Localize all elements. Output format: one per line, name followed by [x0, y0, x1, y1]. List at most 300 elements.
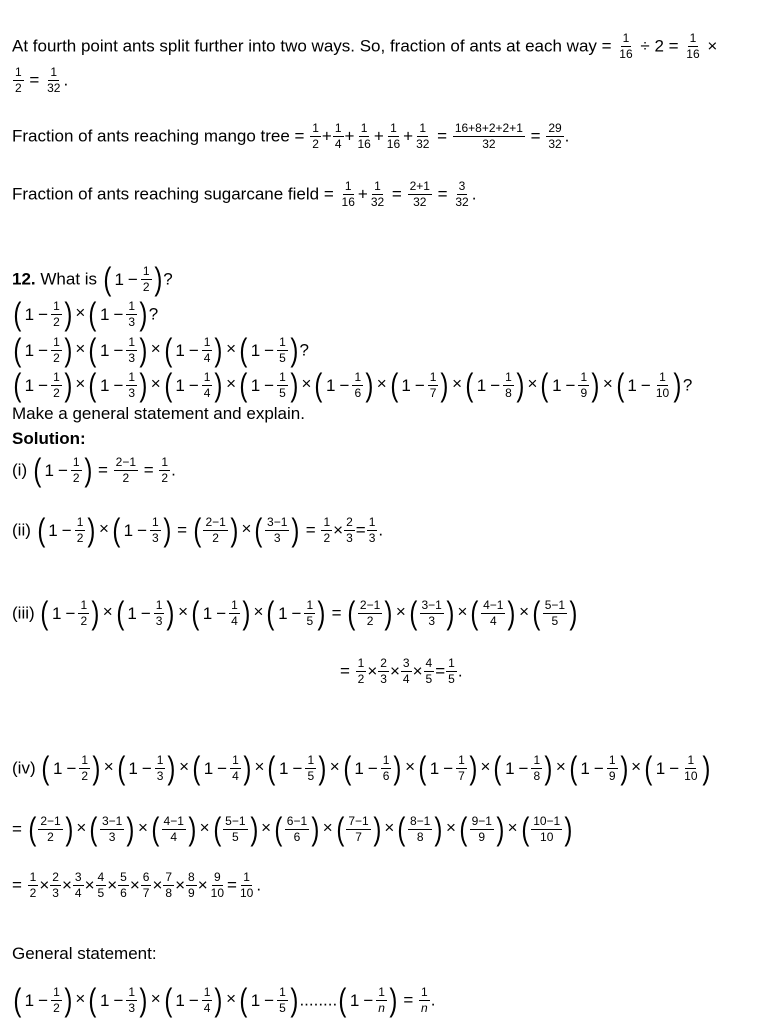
paren-group [190, 597, 251, 629]
part-i [12, 454, 176, 486]
denominator: 10 [540, 829, 554, 844]
numerator: 1 [53, 334, 60, 349]
minus-sign: − [443, 758, 454, 778]
numerator: 1 [659, 369, 666, 384]
numerator: 1 [161, 454, 169, 469]
denominator: 3 [128, 1000, 136, 1015]
close-paren: ) [139, 367, 148, 403]
denominator: 2 [80, 613, 88, 628]
open-paren: ( [347, 595, 356, 631]
ellipsis: ........ [299, 990, 338, 1010]
denominator: 2 [15, 80, 22, 95]
denominator: 2 [212, 530, 219, 545]
numerator: 5−1 [225, 813, 246, 828]
close-paren: ) [496, 811, 505, 847]
open-paren: ( [520, 811, 529, 847]
open-paren: ( [164, 332, 173, 368]
fraction [456, 754, 467, 782]
numerator: 1 [689, 31, 697, 45]
open-paren: ( [267, 750, 276, 786]
denominator: 10 [684, 768, 698, 783]
numerator: 1 [279, 984, 286, 999]
numerator: 3−1 [267, 514, 288, 529]
minus-sign: − [414, 375, 425, 395]
numerator: 2−1 [359, 597, 381, 612]
times-sign: × [179, 757, 190, 777]
fraction [202, 986, 213, 1014]
one: 1 [278, 603, 288, 623]
paren-group [313, 369, 374, 401]
paren-group [568, 752, 629, 784]
close-paren: ) [290, 367, 299, 403]
times-sign: × [226, 339, 237, 359]
fraction [28, 871, 39, 899]
close-paren: ) [91, 595, 100, 631]
expression [36, 512, 173, 548]
close-paren: ) [188, 811, 197, 847]
close-paren: ) [230, 512, 239, 548]
numerator: 1 [421, 984, 428, 999]
paren-group [191, 752, 252, 784]
times-sign: × [253, 602, 264, 622]
times-sign: × [226, 989, 237, 1009]
numerator: 3 [402, 656, 410, 670]
minus-sign: − [140, 603, 151, 623]
mango-tree-line [12, 122, 569, 150]
denominator: 2 [366, 613, 374, 628]
times-sign: × [76, 818, 87, 838]
paren-group [539, 369, 600, 401]
fraction [186, 871, 197, 899]
numerator: 1 [390, 121, 397, 135]
minus-sign: − [217, 758, 228, 778]
times-sign: × [75, 989, 86, 1009]
one: 1 [24, 340, 35, 360]
times-sign: × [389, 661, 400, 681]
times-sign: × [137, 818, 148, 838]
fraction [304, 599, 315, 627]
open-paren: ( [418, 750, 427, 786]
plus-sign: + [344, 126, 355, 146]
paren-group [458, 813, 506, 845]
denominator: 5 [279, 1000, 286, 1015]
close-paren: ) [214, 332, 223, 368]
paren-group [36, 514, 97, 546]
denominator: 16 [357, 136, 371, 151]
denominator: 2 [312, 136, 319, 151]
times-sign: × [254, 757, 265, 777]
instruction-text: Make a general statement and explain. [12, 404, 305, 424]
close-paren: ) [446, 595, 455, 631]
period: . [457, 661, 463, 681]
denominator: 32 [455, 194, 469, 209]
minus-sign: − [113, 304, 124, 324]
one: 1 [175, 990, 185, 1010]
denominator: 3 [346, 530, 353, 545]
denominator: 32 [482, 136, 496, 151]
numerator: 1 [334, 121, 342, 135]
numerator: 1 [128, 369, 136, 384]
numerator: 1 [306, 597, 314, 612]
minus-sign: − [363, 990, 374, 1010]
minus-sign: − [264, 340, 275, 360]
paren-group [87, 298, 148, 330]
times-sign: × [376, 374, 387, 394]
open-paren: ( [151, 811, 160, 847]
numerator: 7 [165, 870, 173, 884]
question-mark: ? [299, 340, 309, 360]
question-line-3 [12, 334, 309, 366]
paren-group [253, 514, 301, 546]
numerator: 9 [214, 870, 221, 884]
close-paren: ) [507, 595, 516, 631]
open-paren: ( [254, 512, 263, 548]
paren-group [12, 334, 73, 366]
fraction [51, 986, 62, 1014]
one: 1 [250, 340, 261, 360]
fraction [446, 657, 457, 685]
close-paren: ) [591, 367, 600, 403]
part-label: (ii) [12, 520, 31, 540]
paren-group [39, 597, 100, 629]
period: . [256, 875, 262, 895]
question-mark: ? [148, 304, 159, 324]
mango-sum-fraction [453, 122, 525, 150]
equals-sign: = [29, 70, 40, 90]
denominator: 8 [505, 385, 512, 400]
minus-sign: − [264, 375, 275, 395]
times-sign: × [452, 374, 463, 394]
times-sign: × [197, 875, 208, 895]
equals-sign: = [435, 661, 446, 681]
question-line-2 [12, 298, 158, 330]
close-paren: ) [544, 750, 553, 786]
equals-sign: = [305, 520, 316, 540]
fraction [141, 871, 152, 899]
paren-group [88, 813, 136, 845]
denominator: 6 [354, 385, 362, 400]
fraction [607, 754, 618, 782]
one: 1 [175, 375, 185, 395]
denominator: 9 [478, 829, 486, 844]
denominator: 3 [108, 829, 116, 844]
minus-sign: − [216, 603, 227, 623]
numerator: 1 [448, 656, 455, 670]
open-paren: ( [397, 811, 406, 847]
numerator: 3−1 [101, 813, 123, 828]
open-paren: ( [117, 750, 126, 786]
denominator: 16 [686, 46, 700, 61]
one: 1 [279, 758, 289, 778]
numerator: 5−1 [544, 597, 566, 612]
open-paren: ( [343, 750, 352, 786]
fraction [162, 815, 186, 843]
minus-sign: − [188, 340, 199, 360]
part-iii-result [340, 657, 463, 685]
numerator: 1 [307, 752, 315, 767]
close-paren: ) [83, 452, 92, 488]
open-paren: ( [88, 296, 97, 332]
expression [39, 595, 326, 631]
numerator: 29 [548, 121, 562, 135]
fraction [202, 371, 213, 399]
numerator: 1 [203, 369, 211, 384]
denominator: 3 [156, 768, 164, 783]
one: 1 [100, 340, 110, 360]
denominator: 10 [655, 385, 670, 400]
numerator: 1 [419, 121, 427, 135]
open-paren: ( [644, 750, 653, 786]
fraction [51, 371, 62, 399]
paren-group [163, 369, 224, 401]
denominator: 2 [47, 829, 54, 844]
numerator: 1 [152, 514, 159, 529]
paren-group [27, 813, 75, 845]
open-paren: ( [191, 595, 200, 631]
close-paren: ) [92, 750, 101, 786]
expression [12, 367, 683, 403]
times-sign: × [384, 818, 395, 838]
equals-sign: = [437, 184, 448, 204]
numerator: 10−1 [533, 813, 561, 828]
denominator: 9 [580, 385, 588, 400]
numerator: 8−1 [409, 813, 431, 828]
paren-group [87, 369, 148, 401]
denominator: 4 [334, 136, 342, 151]
question-12 [12, 263, 173, 295]
denominator: 7 [429, 385, 437, 400]
paren-group [396, 813, 444, 845]
denominator: 7 [355, 829, 362, 844]
fraction [401, 657, 412, 685]
fraction [531, 815, 562, 843]
paren-group [12, 984, 73, 1016]
paren-group [335, 813, 383, 845]
one: 1 [250, 375, 261, 395]
denominator: 2 [357, 671, 365, 686]
one: 1 [202, 603, 213, 623]
denominator: 5 [306, 613, 314, 628]
denominator: 6 [120, 885, 127, 900]
denominator: 8 [533, 768, 541, 783]
fraction [333, 122, 344, 150]
minus-sign: − [367, 758, 378, 778]
fraction [453, 180, 470, 208]
minus-sign: − [490, 375, 501, 395]
minus-sign: − [61, 520, 72, 540]
minus-sign: − [640, 375, 651, 395]
denominator: 10 [210, 885, 225, 900]
close-paren: ) [65, 811, 74, 847]
close-paren: ) [318, 750, 327, 786]
open-paren: ( [164, 367, 173, 403]
period: . [63, 70, 69, 90]
part-label: (iii) [12, 603, 35, 623]
fraction [684, 32, 701, 60]
one: 1 [429, 758, 440, 778]
numerator: 1 [155, 597, 163, 612]
times-sign: × [367, 661, 378, 681]
open-paren: ( [409, 595, 418, 631]
numerator: 1 [368, 514, 376, 529]
equals-sign: = [12, 819, 22, 839]
part-iv [12, 752, 711, 784]
fraction [682, 754, 699, 782]
times-sign: × [178, 602, 189, 622]
numerator: 5 [120, 870, 127, 884]
paren-group [163, 334, 224, 366]
one: 1 [123, 520, 134, 540]
numerator: 3 [458, 179, 466, 193]
equals-sign: = [97, 460, 108, 480]
fraction [126, 300, 137, 328]
fraction [71, 456, 82, 484]
paren-group [238, 369, 299, 401]
times-sign: × [301, 374, 312, 394]
times-sign: × [457, 602, 468, 622]
denominator: 32 [413, 194, 427, 209]
numerator: 1 [142, 263, 150, 278]
numerator: 1 [231, 597, 238, 612]
numerator: 9−1 [471, 813, 492, 828]
denominator: 5 [448, 671, 455, 686]
denominator: 5 [307, 768, 315, 783]
close-paren: ) [126, 811, 135, 847]
period: . [171, 460, 176, 480]
equals-sign: = [355, 520, 366, 540]
paren-group [12, 298, 73, 330]
denominator: 2 [53, 1000, 60, 1015]
minus-sign: − [264, 990, 275, 1010]
sugar-sum-fraction [408, 180, 432, 208]
paren-group [150, 813, 198, 845]
paren-group [32, 454, 93, 486]
numerator: 1 [128, 334, 136, 349]
minus-sign: − [593, 758, 604, 778]
equals-sign: = [331, 603, 342, 623]
expression [102, 261, 163, 297]
paren-group [337, 984, 398, 1016]
plus-sign: + [321, 126, 332, 146]
numerator: 2 [52, 870, 59, 884]
denominator: 4 [203, 350, 211, 365]
denominator: 2 [53, 350, 60, 365]
numerator: 1 [279, 334, 286, 349]
denominator: 3 [152, 530, 159, 545]
denominator: 2 [53, 385, 60, 400]
close-paren: ) [673, 367, 682, 403]
times-sign: × [395, 602, 406, 622]
denominator: 4 [170, 829, 178, 844]
minus-sign: − [57, 460, 68, 480]
fraction [277, 986, 288, 1014]
times-sign: × [102, 602, 113, 622]
times-sign: × [107, 875, 118, 895]
fraction [381, 754, 392, 782]
general-label: General statement: [12, 944, 157, 964]
paren-group [116, 752, 177, 784]
times-sign: × [150, 989, 161, 1009]
open-paren: ( [465, 367, 474, 403]
one: 1 [24, 375, 35, 395]
numerator: 2−1 [115, 454, 137, 469]
general-statement [12, 984, 435, 1016]
fraction [96, 871, 107, 899]
numerator: 4−1 [483, 597, 504, 612]
open-paren: ( [314, 367, 323, 403]
open-paren: ( [616, 367, 625, 403]
open-paren: ( [89, 811, 98, 847]
minus-sign: − [65, 603, 76, 623]
denominator: 4 [231, 613, 238, 628]
paren-group [87, 984, 148, 1016]
denominator: 3 [128, 385, 136, 400]
open-paren: ( [88, 982, 97, 1018]
numerator: 1 [382, 752, 390, 767]
plus-sign: + [357, 184, 368, 204]
denominator: 7 [458, 768, 465, 783]
numerator: 1 [80, 597, 88, 612]
fraction [346, 815, 370, 843]
divide-text: ÷ 2 = [640, 36, 679, 56]
numerator: 1 [279, 369, 286, 384]
numerator: 1 [622, 31, 630, 45]
open-paren: ( [493, 750, 502, 786]
part-ii [12, 514, 383, 546]
minus-sign: − [292, 758, 303, 778]
close-paren: ) [365, 367, 374, 403]
denominator: n [378, 1000, 385, 1015]
fraction [277, 336, 288, 364]
fraction [277, 371, 288, 399]
one: 1 [552, 375, 562, 395]
open-paren: ( [470, 595, 479, 631]
times-sign: × [261, 818, 272, 838]
minus-sign: − [113, 375, 124, 395]
paren-group [238, 334, 299, 366]
fraction [13, 66, 24, 94]
solution-heading [12, 429, 86, 447]
open-paren: ( [239, 982, 248, 1018]
numerator: 1 [76, 514, 84, 529]
fraction [118, 871, 129, 899]
numerator: 1 [203, 334, 211, 349]
times-sign: × [322, 818, 333, 838]
numerator: 1 [243, 870, 250, 884]
numerator: 8 [188, 870, 195, 884]
open-paren: ( [40, 595, 49, 631]
part-iv-step3 [12, 871, 261, 899]
numerator: 1 [81, 752, 89, 767]
fraction [150, 516, 161, 544]
paren-group [192, 514, 240, 546]
close-paren: ) [317, 595, 326, 631]
close-paren: ) [214, 367, 223, 403]
numerator: 2 [346, 514, 353, 529]
numerator: 1 [429, 369, 437, 384]
minus-sign: − [38, 304, 49, 324]
fraction [100, 815, 124, 843]
times-sign: × [199, 818, 210, 838]
denominator: 3 [273, 530, 281, 545]
paren-group [102, 263, 163, 295]
minus-sign: − [339, 375, 350, 395]
fraction [369, 180, 386, 208]
close-paren: ) [139, 296, 148, 332]
denominator: 2 [81, 768, 89, 783]
close-paren: ) [163, 512, 172, 548]
denominator: 8 [165, 885, 173, 900]
